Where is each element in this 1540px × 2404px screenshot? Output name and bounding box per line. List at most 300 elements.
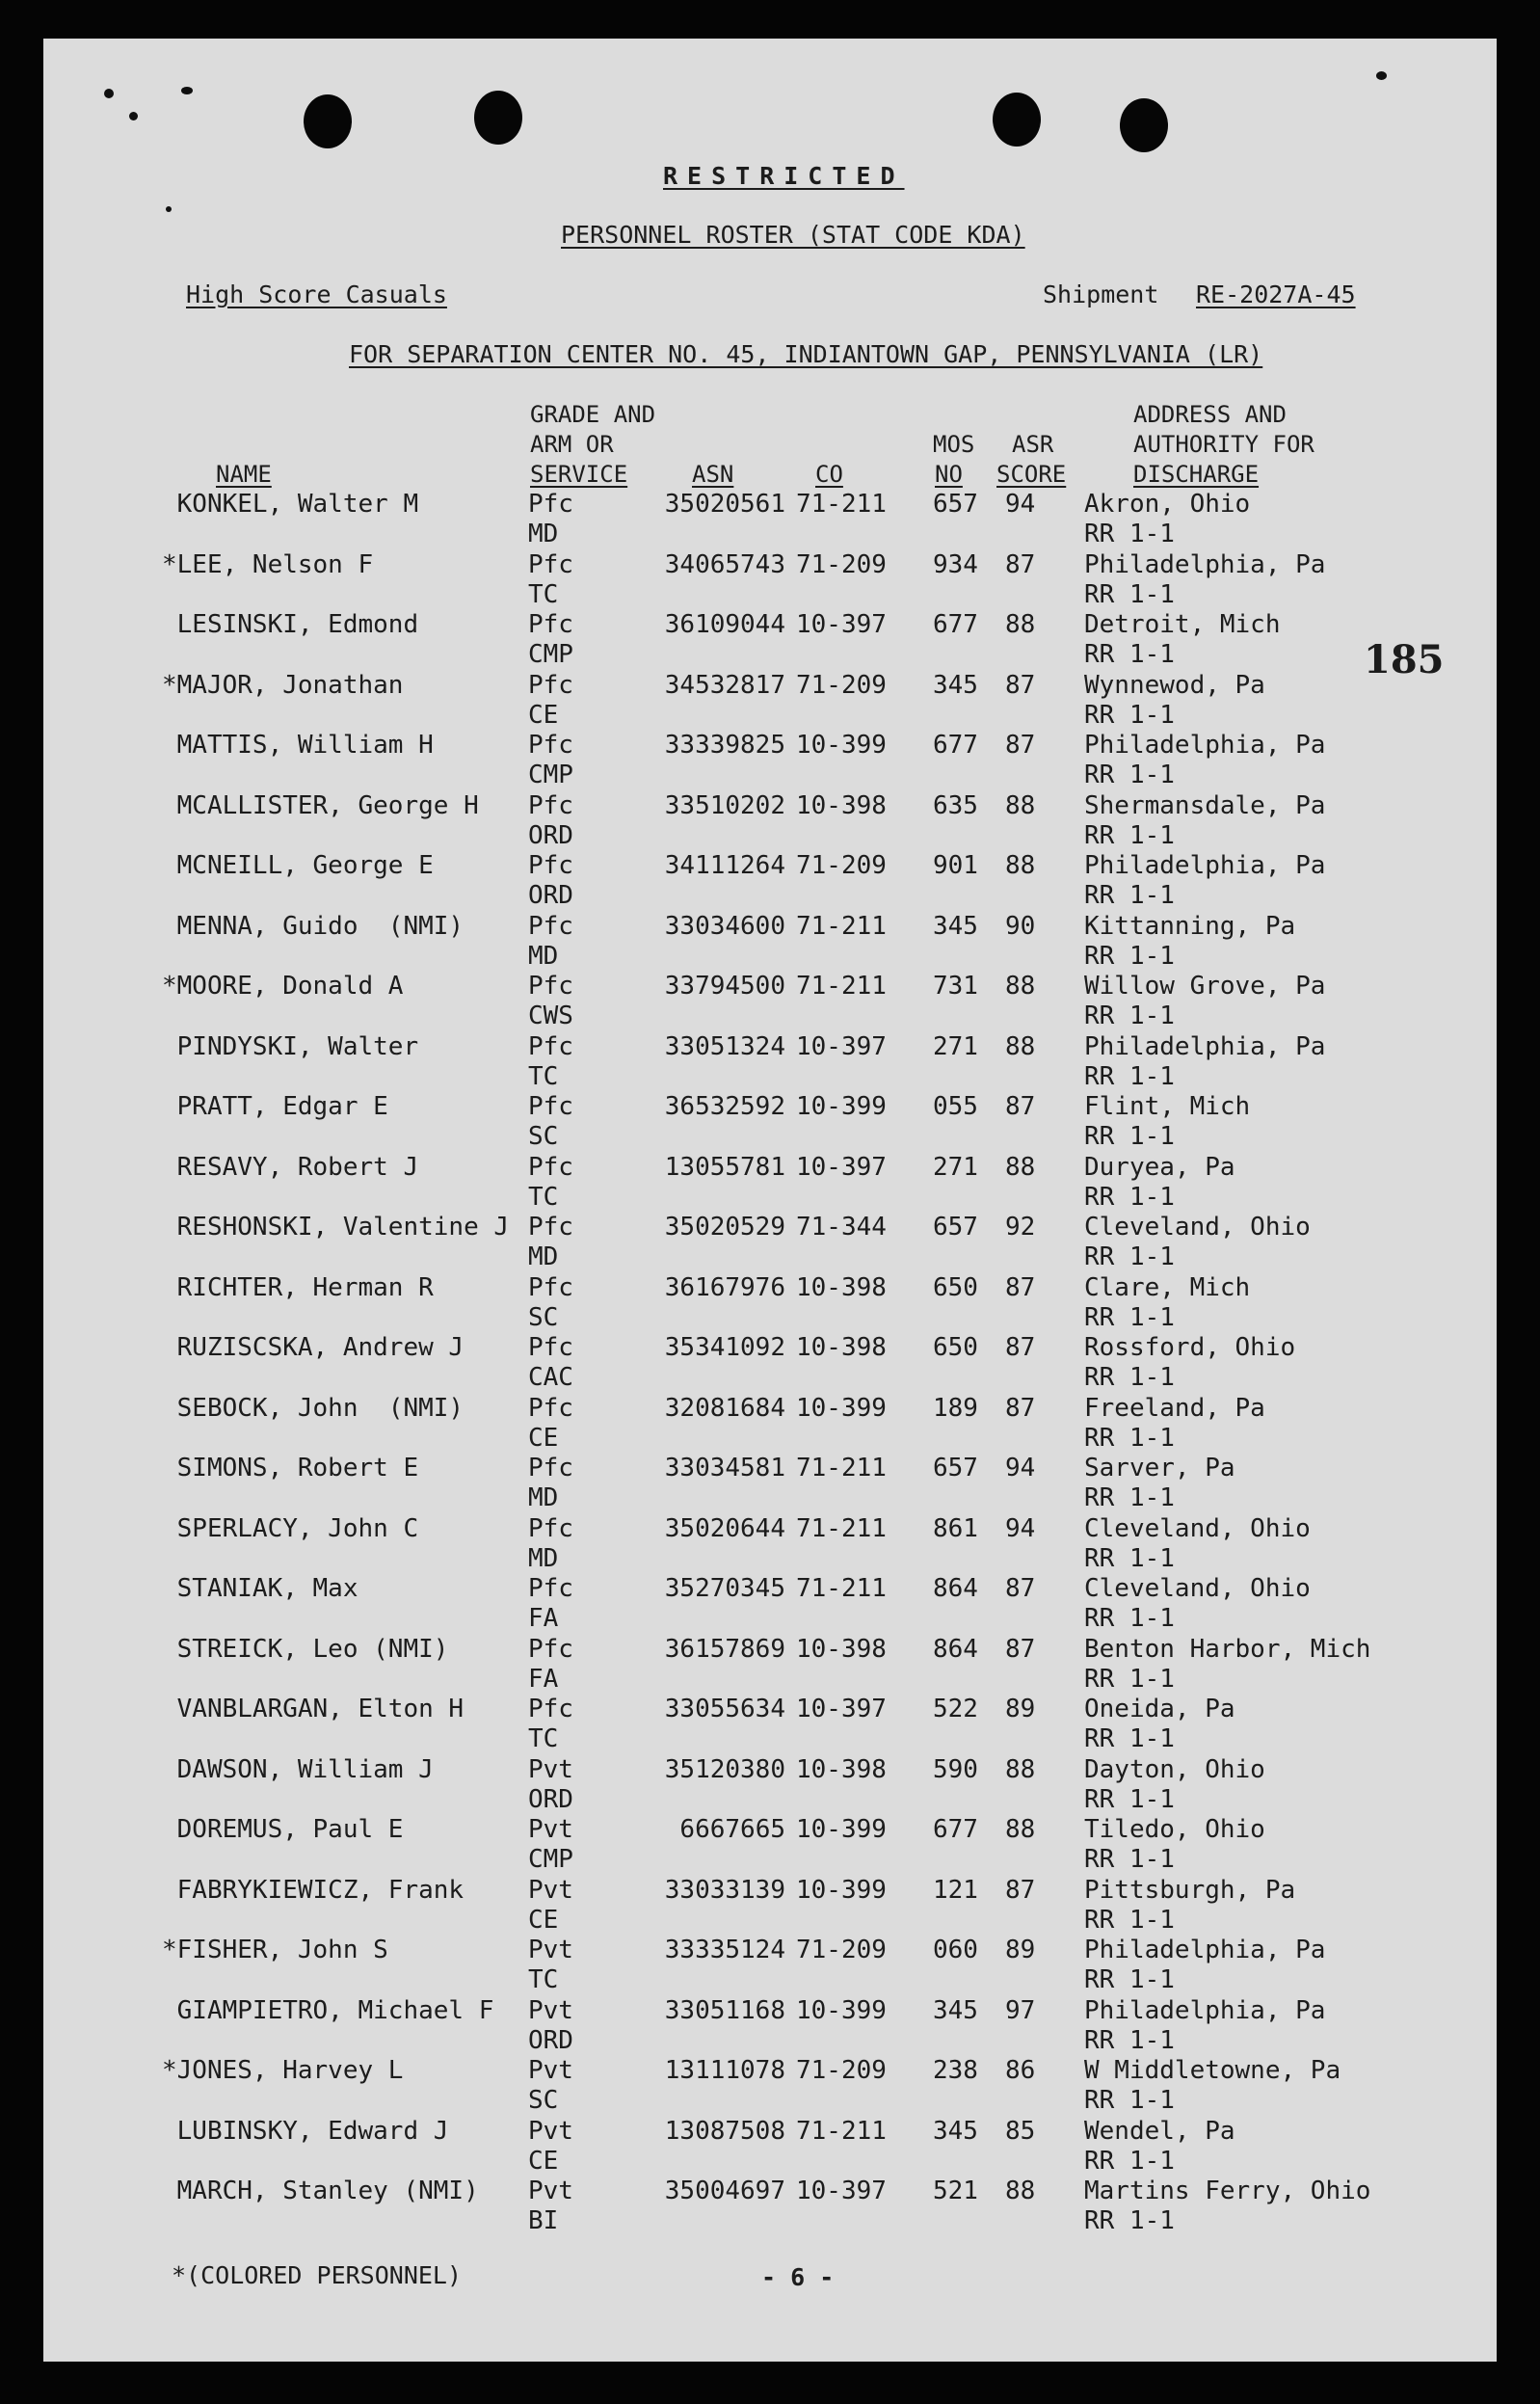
row-mos: 271: [933, 1031, 978, 1061]
row-co: 71-209: [796, 2056, 887, 2085]
row-score: 97: [1005, 1995, 1036, 2025]
row-mos: 677: [933, 610, 978, 639]
row-grade: Pvt: [528, 1995, 573, 2025]
col-co-header: CO: [815, 461, 843, 488]
row-asn: 34111264: [664, 851, 785, 880]
table-row: [0, 1213, 1540, 1272]
row-asn: 33794500: [664, 972, 785, 1001]
row-authority: RR 1-1: [1084, 700, 1175, 730]
row-score: 87: [1005, 1333, 1036, 1362]
row-co: 71-211: [796, 1454, 887, 1482]
table-row: [0, 1092, 1540, 1152]
row-asn: 33055634: [664, 1695, 785, 1723]
row-score: 89: [1005, 1936, 1036, 1964]
row-authority: RR 1-1: [1084, 1423, 1175, 1453]
table-row: [0, 1695, 1540, 1754]
row-service: TC: [528, 1182, 559, 1212]
row-score: 87: [1005, 1634, 1036, 1664]
row-score: 88: [1005, 1031, 1036, 1061]
row-mos: 650: [933, 1333, 978, 1362]
table-row: [0, 791, 1540, 851]
row-service: CE: [528, 1423, 559, 1453]
punch-hole-right-2: [1120, 98, 1168, 152]
row-grade: Pfc: [528, 1695, 573, 1723]
row-asn: 36532592: [664, 1092, 785, 1121]
row-service: CE: [528, 700, 559, 730]
row-co: 10-397: [796, 1152, 887, 1182]
row-authority: RR 1-1: [1084, 579, 1175, 609]
row-name: FABRYKIEWICZ, Frank: [162, 1875, 465, 1905]
table-row: [0, 1635, 1540, 1695]
row-service: CAC: [528, 1363, 573, 1392]
row-asn: 36157869: [664, 1634, 785, 1664]
row-asn: 13087508: [664, 2116, 785, 2146]
row-address: Wendel, Pa: [1084, 2116, 1235, 2146]
row-mos: 650: [933, 1272, 978, 1302]
row-authority: RR 1-1: [1084, 941, 1175, 971]
row-service: ORD: [528, 881, 573, 910]
row-co: 10-398: [796, 1333, 887, 1362]
row-authority: RR 1-1: [1084, 520, 1175, 548]
row-name: MCNEILL, George E: [162, 851, 434, 880]
ink-speck: [181, 87, 193, 94]
row-authority: RR 1-1: [1084, 2025, 1175, 2055]
row-mos: 901: [933, 851, 978, 880]
ink-speck: [104, 89, 114, 98]
col-grade-header-3: SERVICE: [530, 461, 628, 488]
col-address-header-3: DISCHARGE: [1133, 461, 1260, 488]
row-asn: 35341092: [664, 1333, 785, 1362]
row-asn: 33034581: [664, 1454, 785, 1482]
row-grade: Pfc: [528, 670, 573, 700]
row-co: 71-211: [796, 972, 887, 1001]
document-title: PERSONNEL ROSTER (STAT CODE KDA): [561, 221, 1025, 249]
row-score: 87: [1005, 549, 1036, 579]
row-name: LUBINSKY, Edward J: [162, 2116, 449, 2146]
row-asn: 33051324: [664, 1031, 785, 1061]
row-score: 87: [1005, 1875, 1036, 1905]
table-row: [0, 1032, 1540, 1092]
row-name: GIAMPIETRO, Michael F: [162, 1995, 494, 2025]
row-score: 88: [1005, 2177, 1036, 2205]
row-service: SC: [528, 2086, 559, 2115]
classification-heading: RESTRICTED: [663, 162, 905, 190]
footnote: *(COLORED PERSONNEL): [172, 2261, 463, 2289]
table-row: [0, 671, 1540, 731]
row-service: TC: [528, 1965, 559, 1994]
ink-speck: [166, 206, 172, 212]
row-grade: Pfc: [528, 1213, 573, 1242]
row-address: Freeland, Pa: [1084, 1393, 1265, 1423]
row-co: 71-211: [796, 1513, 887, 1543]
row-co: 10-397: [796, 2177, 887, 2205]
row-service: CMP: [528, 1845, 573, 1874]
row-service: CMP: [528, 640, 573, 669]
row-grade: Pfc: [528, 1574, 573, 1603]
row-co: 10-399: [796, 1815, 887, 1844]
row-co: 71-209: [796, 549, 887, 579]
row-asn: 35004697: [664, 2177, 785, 2205]
table-row: [0, 1273, 1540, 1333]
row-score: 85: [1005, 2116, 1036, 2146]
row-service: SC: [528, 1122, 559, 1151]
row-co: 10-397: [796, 1031, 887, 1061]
row-name: *MOORE, Donald A: [162, 972, 404, 1001]
row-score: 88: [1005, 972, 1036, 1001]
row-authority: RR 1-1: [1084, 820, 1175, 850]
row-authority: RR 1-1: [1084, 1905, 1175, 1935]
row-mos: 345: [933, 2116, 978, 2146]
row-asn: 32081684: [664, 1393, 785, 1423]
row-asn: 35270345: [664, 1574, 785, 1603]
stamped-page-number: 185: [1364, 637, 1445, 682]
row-grade: Pfc: [528, 1152, 573, 1182]
row-name: PRATT, Edgar E: [162, 1092, 388, 1121]
row-address: Cleveland, Ohio: [1084, 1213, 1311, 1242]
row-service: FA: [528, 1604, 559, 1633]
row-mos: 677: [933, 1815, 978, 1844]
row-authority: RR 1-1: [1084, 1182, 1175, 1212]
table-row: [0, 731, 1540, 790]
row-co: 71-209: [796, 1936, 887, 1964]
row-authority: RR 1-1: [1084, 2086, 1175, 2115]
row-address: Dayton, Ohio: [1084, 1754, 1265, 1784]
row-co: 71-209: [796, 851, 887, 880]
row-name: LESINSKI, Edmond: [162, 610, 419, 639]
row-service: MD: [528, 1242, 559, 1271]
row-mos: 864: [933, 1634, 978, 1664]
row-score: 88: [1005, 610, 1036, 639]
row-name: SEBOCK, John (NMI): [162, 1393, 465, 1423]
row-service: CMP: [528, 761, 573, 789]
row-co: 10-398: [796, 1272, 887, 1302]
punch-hole-left-2: [474, 91, 522, 145]
row-mos: 189: [933, 1393, 978, 1423]
row-name: DAWSON, William J: [162, 1754, 434, 1784]
col-mos-header-2: NO: [935, 461, 963, 488]
row-name: RICHTER, Herman R: [162, 1272, 434, 1302]
row-grade: Pfc: [528, 790, 573, 820]
table-row: [0, 1153, 1540, 1213]
row-score: 87: [1005, 1574, 1036, 1603]
row-service: ORD: [528, 820, 573, 850]
table-row: [0, 1755, 1540, 1815]
row-score: 88: [1005, 1815, 1036, 1844]
row-address: Shermansdale, Pa: [1084, 790, 1326, 820]
row-score: 86: [1005, 2056, 1036, 2085]
row-authority: RR 1-1: [1084, 1483, 1175, 1512]
ink-speck: [1376, 71, 1387, 80]
row-mos: 060: [933, 1936, 978, 1964]
row-authority: RR 1-1: [1084, 1724, 1175, 1753]
row-mos: 055: [933, 1092, 978, 1121]
row-address: Benton Harbor, Mich: [1084, 1634, 1371, 1664]
group-label: High Score Casuals: [186, 280, 447, 308]
row-service: BI: [528, 2206, 559, 2235]
row-authority: RR 1-1: [1084, 1784, 1175, 1814]
row-service: CWS: [528, 1002, 573, 1030]
row-mos: 345: [933, 670, 978, 700]
row-asn: 35020529: [664, 1213, 785, 1242]
row-service: SC: [528, 1302, 559, 1332]
row-service: CE: [528, 2146, 559, 2176]
row-authority: RR 1-1: [1084, 1965, 1175, 1994]
row-mos: 731: [933, 972, 978, 1001]
row-score: 90: [1005, 911, 1036, 941]
row-co: 10-399: [796, 1875, 887, 1905]
row-asn: 33034600: [664, 911, 785, 941]
row-co: 10-397: [796, 1695, 887, 1723]
row-co: 71-211: [796, 490, 887, 519]
row-mos: 657: [933, 490, 978, 519]
row-authority: RR 1-1: [1084, 1061, 1175, 1091]
row-authority: RR 1-1: [1084, 1242, 1175, 1271]
row-name: MARCH, Stanley (NMI): [162, 2177, 479, 2205]
table-row: [0, 490, 1540, 549]
row-authority: RR 1-1: [1084, 1664, 1175, 1694]
row-mos: 657: [933, 1213, 978, 1242]
row-service: ORD: [528, 2025, 573, 2055]
row-mos: 522: [933, 1695, 978, 1723]
table-row: [0, 2056, 1540, 2116]
row-name: SIMONS, Robert E: [162, 1454, 419, 1482]
row-asn: 33033139: [664, 1875, 785, 1905]
row-co: 10-399: [796, 1995, 887, 2025]
row-grade: Pfc: [528, 1272, 573, 1302]
row-grade: Pvt: [528, 1875, 573, 1905]
row-address: Kittanning, Pa: [1084, 911, 1296, 941]
row-authority: RR 1-1: [1084, 2206, 1175, 2235]
shipment-number: RE-2027A-45: [1196, 280, 1356, 308]
row-name: SPERLACY, John C: [162, 1513, 419, 1543]
row-service: FA: [528, 1664, 559, 1694]
row-grade: Pfc: [528, 851, 573, 880]
row-service: MD: [528, 520, 559, 548]
row-co: 71-344: [796, 1213, 887, 1242]
row-service: CE: [528, 1905, 559, 1935]
col-grade-header-1: GRADE AND: [530, 401, 656, 428]
row-asn: 35020561: [664, 490, 785, 519]
row-score: 88: [1005, 1754, 1036, 1784]
row-address: Philadelphia, Pa: [1084, 1995, 1326, 2025]
row-asn: 35120380: [664, 1754, 785, 1784]
row-co: 71-209: [796, 670, 887, 700]
row-mos: 861: [933, 1513, 978, 1543]
row-score: 94: [1005, 490, 1036, 519]
row-name: MCALLISTER, George H: [162, 790, 479, 820]
row-co: 10-399: [796, 1092, 887, 1121]
row-asn: 33339825: [664, 731, 785, 760]
row-asn: 34065743: [664, 549, 785, 579]
row-asn: 13055781: [664, 1152, 785, 1182]
table-row: [0, 2117, 1540, 2177]
row-name: MATTIS, William H: [162, 731, 434, 760]
row-name: DOREMUS, Paul E: [162, 1815, 404, 1844]
table-row: [0, 1574, 1540, 1634]
page-number: - 6 -: [761, 2263, 835, 2291]
row-address: Akron, Ohio: [1084, 490, 1251, 519]
row-name: *FISHER, John S: [162, 1936, 388, 1964]
row-asn: 33051168: [664, 1995, 785, 2025]
row-mos: 345: [933, 911, 978, 941]
row-score: 94: [1005, 1513, 1036, 1543]
row-score: 89: [1005, 1695, 1036, 1723]
row-co: 10-398: [796, 790, 887, 820]
table-row: [0, 851, 1540, 911]
row-address: Willow Grove, Pa: [1084, 972, 1326, 1001]
row-mos: 635: [933, 790, 978, 820]
row-mos: 271: [933, 1152, 978, 1182]
row-co: 10-398: [796, 1754, 887, 1784]
row-grade: Pfc: [528, 1333, 573, 1362]
row-score: 88: [1005, 790, 1036, 820]
table-row: [0, 1996, 1540, 2056]
row-authority: RR 1-1: [1084, 1604, 1175, 1633]
shipment-label: Shipment: [1043, 280, 1159, 308]
destination-line: FOR SEPARATION CENTER NO. 45, INDIANTOWN GAP, PENNSYLVANIA (LR): [349, 340, 1263, 368]
row-grade: Pfc: [528, 1634, 573, 1664]
row-grade: Pfc: [528, 1092, 573, 1121]
row-grade: Pfc: [528, 911, 573, 941]
table-row: [0, 1876, 1540, 1936]
row-address: Philadelphia, Pa: [1084, 731, 1326, 760]
row-name: *JONES, Harvey L: [162, 2056, 404, 2085]
row-mos: 345: [933, 1995, 978, 2025]
row-score: 87: [1005, 670, 1036, 700]
row-co: 10-399: [796, 1393, 887, 1423]
row-authority: RR 1-1: [1084, 1302, 1175, 1332]
row-authority: RR 1-1: [1084, 640, 1175, 669]
row-address: Philadelphia, Pa: [1084, 851, 1326, 880]
col-address-header-1: ADDRESS AND: [1133, 401, 1287, 428]
row-name: VANBLARGAN, Elton H: [162, 1695, 465, 1723]
row-asn: 33335124: [664, 1936, 785, 1964]
row-score: 87: [1005, 1272, 1036, 1302]
row-name: RUZISCSKA, Andrew J: [162, 1333, 465, 1362]
row-authority: RR 1-1: [1084, 1845, 1175, 1874]
row-authority: RR 1-1: [1084, 1002, 1175, 1030]
row-address: Oneida, Pa: [1084, 1695, 1235, 1723]
row-name: STREICK, Leo (NMI): [162, 1634, 449, 1664]
row-authority: RR 1-1: [1084, 1543, 1175, 1573]
row-score: 88: [1005, 1152, 1036, 1182]
col-mos-header-1: MOS: [933, 431, 975, 458]
row-co: 10-397: [796, 610, 887, 639]
table-row: [0, 1333, 1540, 1393]
col-score-header-1: ASR: [1012, 431, 1054, 458]
table-row: [0, 2177, 1540, 2236]
row-asn: 6667665: [679, 1815, 785, 1844]
row-name: *LEE, Nelson F: [162, 549, 374, 579]
row-address: Clare, Mich: [1084, 1272, 1251, 1302]
table-row: [0, 610, 1540, 670]
row-asn: 13111078: [664, 2056, 785, 2085]
row-grade: Pfc: [528, 1393, 573, 1423]
row-address: W Middletowne, Pa: [1084, 2056, 1341, 2085]
row-grade: Pvt: [528, 2177, 573, 2205]
row-asn: 33510202: [664, 790, 785, 820]
row-grade: Pvt: [528, 2056, 573, 2085]
row-score: 94: [1005, 1454, 1036, 1482]
row-score: 87: [1005, 1393, 1036, 1423]
row-mos: 934: [933, 549, 978, 579]
ink-speck: [129, 112, 138, 120]
row-name: STANIAK, Max: [162, 1574, 358, 1603]
row-address: Cleveland, Ohio: [1084, 1513, 1311, 1543]
row-name: *MAJOR, Jonathan: [162, 670, 404, 700]
row-asn: 34532817: [664, 670, 785, 700]
row-mos: 238: [933, 2056, 978, 2085]
row-address: Wynnewod, Pa: [1084, 670, 1265, 700]
row-address: Detroit, Mich: [1084, 610, 1281, 639]
row-service: MD: [528, 1543, 559, 1573]
row-grade: Pfc: [528, 610, 573, 639]
row-authority: RR 1-1: [1084, 881, 1175, 910]
row-mos: 121: [933, 1875, 978, 1905]
row-grade: Pfc: [528, 1031, 573, 1061]
col-name-header: NAME: [216, 461, 272, 488]
row-asn: 36109044: [664, 610, 785, 639]
table-row: [0, 550, 1540, 610]
table-row: [0, 1514, 1540, 1574]
row-authority: RR 1-1: [1084, 1363, 1175, 1392]
row-service: TC: [528, 1724, 559, 1753]
row-address: Philadelphia, Pa: [1084, 1031, 1326, 1061]
row-co: 10-399: [796, 731, 887, 760]
row-name: PINDYSKI, Walter: [162, 1031, 419, 1061]
row-grade: Pfc: [528, 972, 573, 1001]
row-address: Pittsburgh, Pa: [1084, 1875, 1296, 1905]
row-asn: 36167976: [664, 1272, 785, 1302]
row-grade: Pfc: [528, 731, 573, 760]
punch-hole-left: [304, 94, 352, 148]
row-score: 88: [1005, 851, 1036, 880]
row-asn: 35020644: [664, 1513, 785, 1543]
table-row: [0, 912, 1540, 972]
row-score: 87: [1005, 1092, 1036, 1121]
row-address: Philadelphia, Pa: [1084, 549, 1326, 579]
row-score: 87: [1005, 731, 1036, 760]
row-name: MENNA, Guido (NMI): [162, 911, 465, 941]
table-row: [0, 1454, 1540, 1513]
table-row: [0, 972, 1540, 1031]
row-name: RESAVY, Robert J: [162, 1152, 419, 1182]
row-co: 10-398: [796, 1634, 887, 1664]
row-mos: 590: [933, 1754, 978, 1784]
row-service: TC: [528, 1061, 559, 1091]
row-mos: 657: [933, 1454, 978, 1482]
row-mos: 521: [933, 2177, 978, 2205]
row-name: RESHONSKI, Valentine J: [162, 1213, 510, 1242]
row-service: ORD: [528, 1784, 573, 1814]
row-address: Philadelphia, Pa: [1084, 1936, 1326, 1964]
row-address: Tiledo, Ohio: [1084, 1815, 1265, 1844]
row-grade: Pvt: [528, 1815, 573, 1844]
row-address: Duryea, Pa: [1084, 1152, 1235, 1182]
row-grade: Pvt: [528, 1936, 573, 1964]
row-score: 92: [1005, 1213, 1036, 1242]
row-name: KONKEL, Walter M: [162, 490, 419, 519]
row-co: 71-211: [796, 2116, 887, 2146]
row-address: Rossford, Ohio: [1084, 1333, 1296, 1362]
col-score-header-2: SCORE: [996, 461, 1067, 488]
punch-hole-right: [993, 93, 1041, 147]
row-grade: Pfc: [528, 1513, 573, 1543]
table-row: [0, 1815, 1540, 1875]
row-address: Martins Ferry, Ohio: [1084, 2177, 1371, 2205]
row-address: Sarver, Pa: [1084, 1454, 1235, 1482]
row-service: MD: [528, 1483, 559, 1512]
